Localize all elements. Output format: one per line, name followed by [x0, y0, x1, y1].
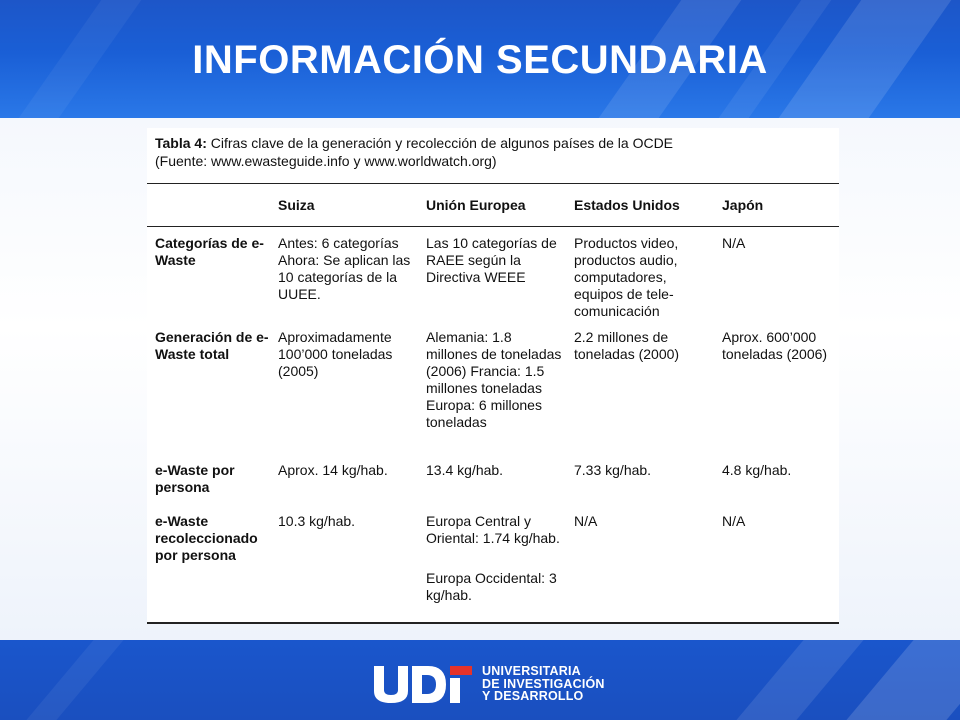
- column-header-estados-unidos: Estados Unidos: [574, 197, 680, 213]
- row-label-por-persona: e-Waste por persona: [155, 462, 235, 495]
- slide-title: INFORMACIÓN SECUNDARIA: [192, 38, 768, 82]
- table-cell: Europa Central y Oriental: 1.74 kg/hab.: [426, 513, 560, 546]
- table-cell: Productos video, productos audio, computadores, equipos de tele-comunicación: [574, 235, 679, 319]
- table-cell: Aprox. 14 kg/hab.: [278, 462, 388, 478]
- caption-label: Tabla 4:: [155, 135, 207, 151]
- table-image: [147, 128, 839, 624]
- table-cell: Alemania: 1.8 millones de toneladas (2006) Francia: 1.5 millones toneladas Europa: 6 millones toneladas: [426, 329, 562, 430]
- table-cell: 2.2 millones de toneladas (2000): [574, 329, 680, 362]
- table-cell: N/A: [574, 513, 598, 529]
- decor-streak: [26, 640, 123, 720]
- udi-logo: [372, 664, 612, 704]
- column-header-suiza: Suiza: [278, 197, 315, 213]
- table-cell: Aproximadamente 100’000 toneladas (2005): [278, 329, 393, 379]
- table-rule-top: [147, 183, 839, 184]
- logo-line: Y DESARROLLO: [482, 689, 584, 703]
- table-caption: [155, 134, 831, 170]
- table-rule-header: [147, 226, 839, 227]
- decor-streak: [736, 640, 863, 720]
- column-header-union-europea: Unión Europea: [426, 197, 526, 213]
- table-cell: Aprox. 600’000 toneladas (2006): [722, 329, 828, 362]
- table-cell: Antes: 6 categorías Ahora: Se aplican las 10 categorías de la UUEE.: [278, 235, 411, 302]
- caption-text: Cifras clave de la generación y recolección de algunos países de la OCDE: [206, 135, 674, 151]
- decor-streak: [846, 640, 960, 720]
- column-header-japon: Japón: [722, 197, 764, 213]
- udi-logo-wordmark: [482, 665, 605, 703]
- caption-source: (Fuente: www.ewasteguide.info y www.worldwatch.org): [155, 153, 497, 169]
- table-cell: N/A: [722, 235, 746, 251]
- logo-line: DE INVESTIGACIÓN: [482, 676, 605, 691]
- row-label-generacion: Generación de e-Waste total: [155, 329, 269, 362]
- logo-line: UNIVERSITARIA: [482, 664, 581, 678]
- table-cell: Europa Occidental: 3 kg/hab.: [426, 570, 557, 603]
- table-cell: 4.8 kg/hab.: [722, 462, 792, 478]
- table-cell: N/A: [722, 513, 746, 529]
- udi-logo-mark: [372, 664, 474, 704]
- table-cell: Las 10 categorías de RAEE según la Directiva WEEE: [426, 235, 557, 285]
- table-cell: 7.33 kg/hab.: [574, 462, 652, 478]
- table-cell: 13.4 kg/hab.: [426, 462, 504, 478]
- table-cell: 10.3 kg/hab.: [278, 513, 356, 529]
- row-label-recoleccionado: e-Waste recoleccionado por persona: [155, 513, 258, 563]
- row-label-categorias: Categorías de e-Waste: [155, 235, 264, 268]
